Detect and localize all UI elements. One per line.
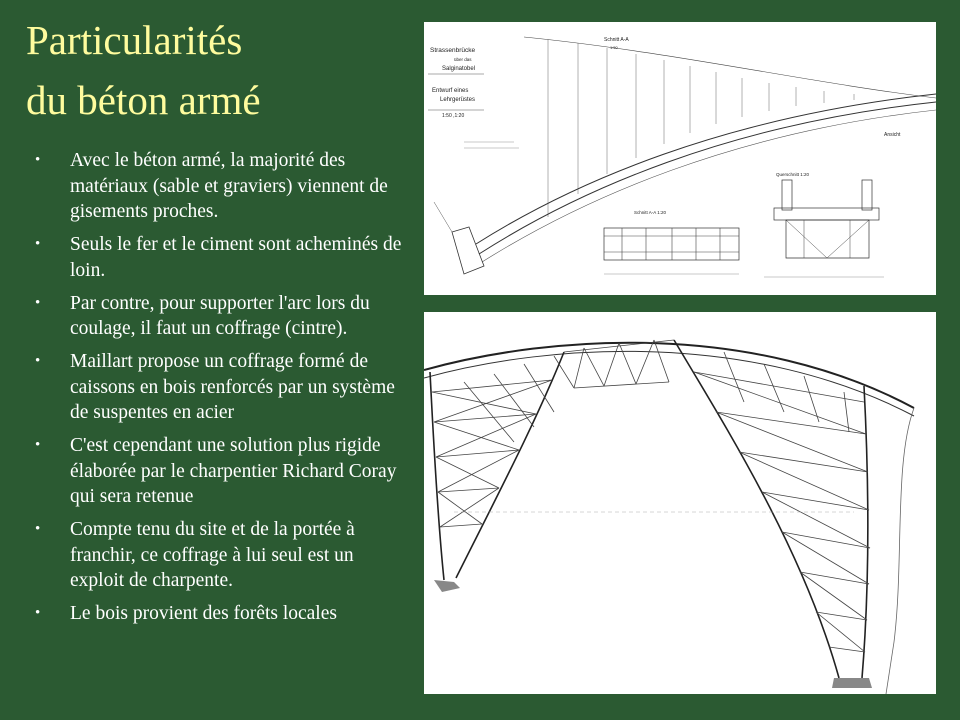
- title-block-line-3: Salginatobel: [442, 66, 476, 72]
- querschnitt-label: Querschnitt 1:20: [776, 172, 810, 177]
- slide-title-line-2: du béton armé: [26, 77, 261, 123]
- bullet-dot: •: [35, 152, 41, 168]
- bullet-dot: •: [35, 437, 41, 453]
- schnitt-aa-label: Schnitt A-A 1:20: [634, 210, 667, 215]
- section-scale-top: 1:50: [610, 45, 618, 50]
- title-block-line-1: Strassenbrücke: [430, 47, 476, 54]
- title-block-line-5: Lehrgerüstes: [440, 97, 476, 103]
- slide-title: [26, 10, 406, 130]
- truss-falsework-drawing: [424, 312, 936, 694]
- falsework-design-drawing: [424, 22, 936, 295]
- bullet-item: [32, 291, 412, 342]
- bullet-item: [32, 433, 412, 510]
- bullet-text: Par contre, pour supporter l'arc lors du coulage, il faut un coffrage (cintre).: [70, 292, 370, 339]
- bullet-item: [32, 601, 412, 627]
- bullet-dot: •: [35, 521, 41, 537]
- bullet-dot: •: [35, 236, 41, 252]
- title-block-line-6: 1:50 ,1:20: [442, 113, 465, 119]
- title-block-line-4: Entwurf eines: [432, 88, 469, 94]
- right-footing: [832, 678, 872, 688]
- bullet-dot: •: [35, 605, 41, 621]
- bullet-dot: •: [35, 353, 41, 369]
- bullet-item: [32, 517, 412, 594]
- bullet-dot: •: [35, 294, 41, 311]
- bullet-text: Maillart propose un coffrage formé de caissons en bois renforcés par un système de suspentes en acier: [70, 351, 395, 423]
- bullet-text: Seuls le fer et le ciment sont acheminés de loin.: [70, 234, 402, 281]
- bullet-item: [32, 232, 412, 283]
- title-block-line-2: über das: [454, 57, 472, 62]
- bullet-text: C'est cependant une solution plus rigide élaborée par le charpentier Richard Coray qui sera retenue: [70, 435, 397, 507]
- bullet-text: Le bois provient des forêts locales: [70, 603, 337, 624]
- bullet-text: Avec le béton armé, la majorité des matériaux (sable et graviers) viennent de gisements proches.: [70, 150, 388, 222]
- bullet-item: [32, 148, 412, 225]
- section-label-top: Schnitt A-A: [604, 37, 629, 43]
- falsework-design-svg: [424, 22, 936, 295]
- bullet-list: [32, 148, 412, 634]
- ansicht-label: Ansicht: [884, 132, 901, 138]
- slide-title-line-1: Particularités: [26, 17, 243, 63]
- bullet-item: [32, 349, 412, 426]
- bullet-text: Compte tenu du site et de la portée à franchir, ce coffrage à lui seul est un exploit de charpente.: [70, 519, 355, 591]
- truss-falsework-svg: [424, 312, 936, 694]
